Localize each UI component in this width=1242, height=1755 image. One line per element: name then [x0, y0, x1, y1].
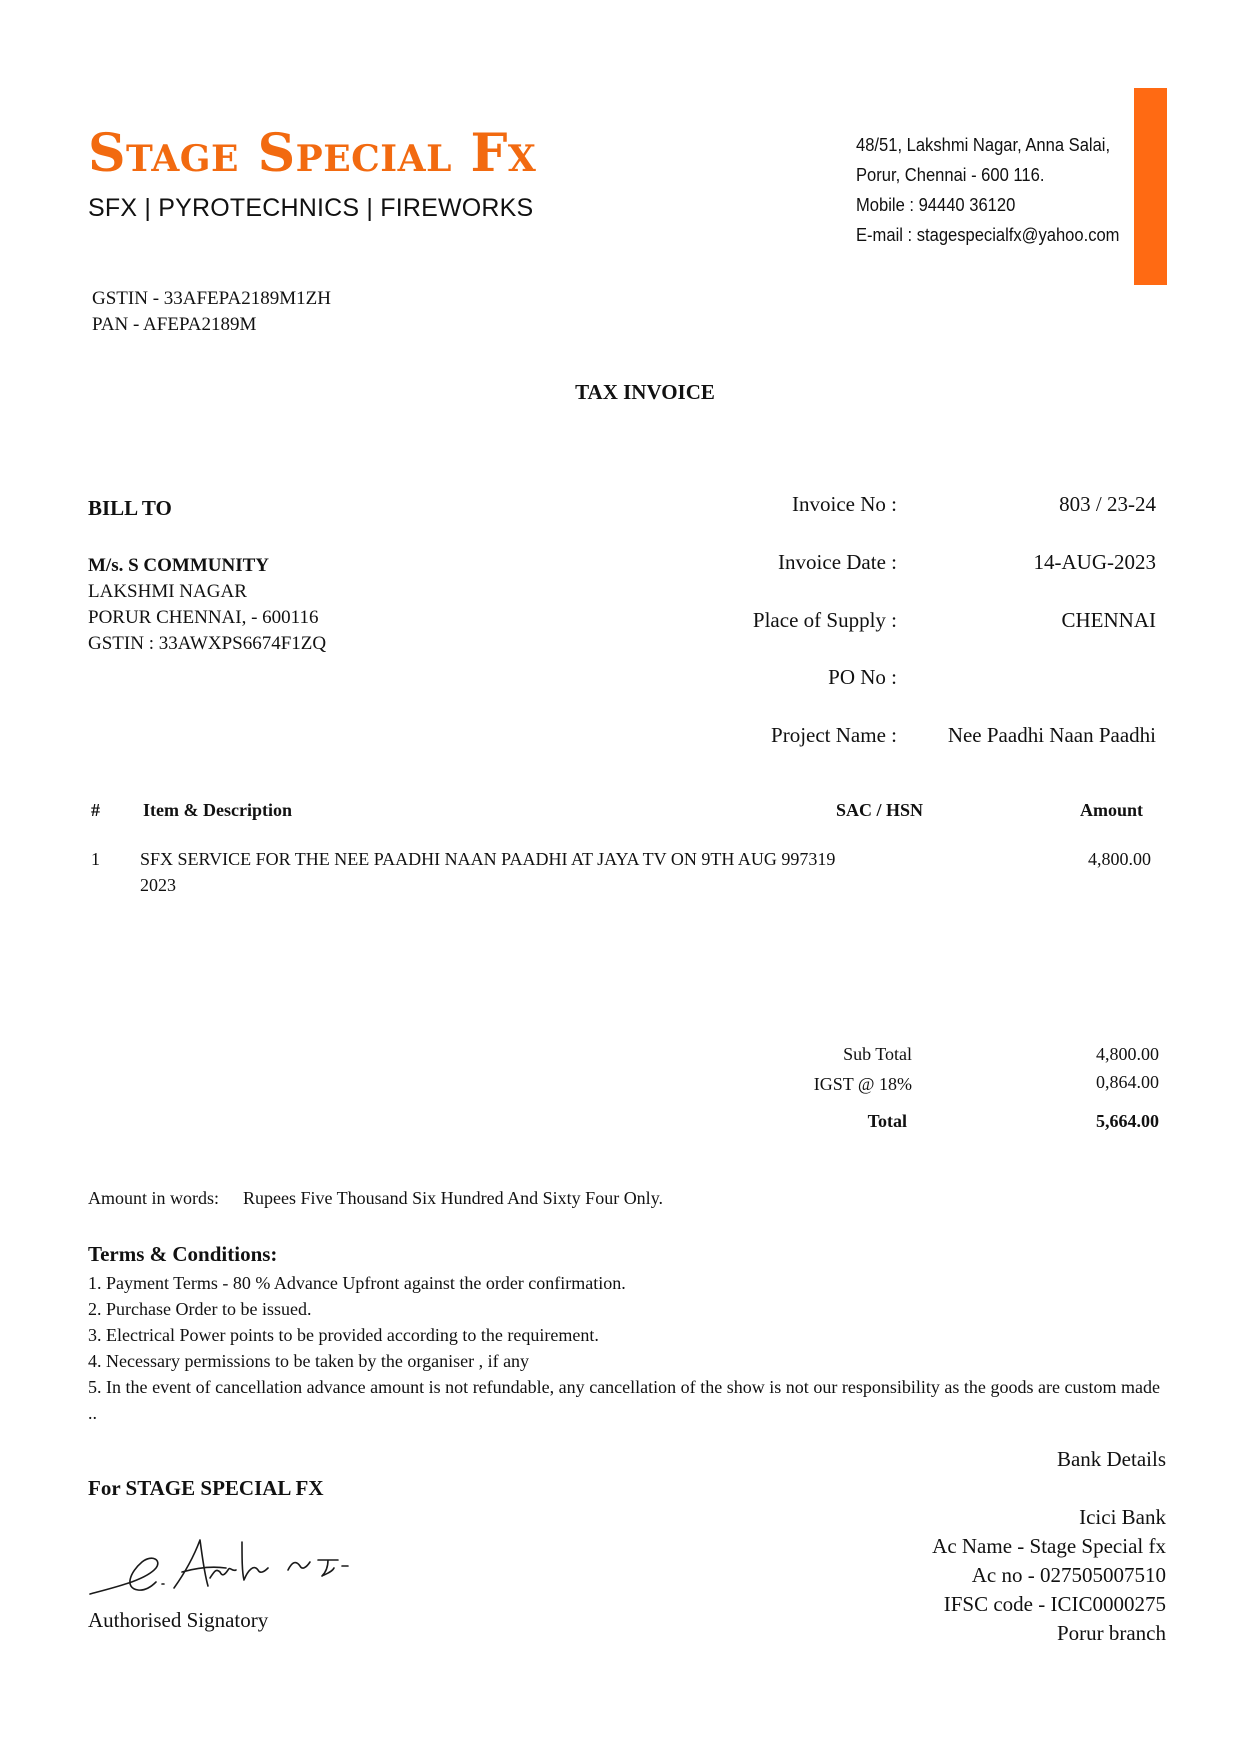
row-description-line-2: 2023: [140, 875, 176, 895]
table-header-sac: SAC / HSN: [836, 800, 924, 820]
company-mobile: Mobile : 94440 36120: [856, 195, 1016, 215]
table-header-amount: Amount: [1079, 800, 1143, 820]
table-header-item: Item & Description: [143, 800, 292, 820]
authorised-signatory-label: Authorised Signatory: [88, 1608, 269, 1632]
bank-account-number: Ac no - 027505007510: [971, 1563, 1166, 1587]
amount-in-words-label: Amount in words:: [88, 1188, 220, 1208]
address-line-1: 48/51, Lakshmi Nagar, Anna Salai,: [856, 135, 1111, 155]
bank-name: Icici Bank: [1079, 1505, 1166, 1529]
total-label: Total: [867, 1111, 907, 1131]
row-sac: 997319: [781, 849, 836, 869]
place-of-supply-value: CHENNAI: [1061, 608, 1156, 632]
company-email: E-mail : stagespecialfx@yahoo.com: [856, 225, 1120, 245]
igst-value: 0,864.00: [1096, 1072, 1159, 1092]
row-num: 1: [91, 849, 100, 869]
invoice-no-value: 803 / 23-24: [1059, 492, 1156, 516]
bill-to-gstin: GSTIN : 33AWXPS6674F1ZQ: [88, 633, 327, 654]
bill-to-name: M/s. S COMMUNITY: [88, 555, 270, 576]
address-line-2: Porur, Chennai - 600 116.: [856, 165, 1045, 185]
company-logo-name: Stage Special Fx: [88, 123, 537, 184]
project-name-value: Nee Paadhi Naan Paadhi: [947, 723, 1156, 747]
bill-to-line: PORUR CHENNAI, - 600116: [88, 607, 319, 628]
company-gstin: GSTIN - 33AFEPA2189M1ZH: [92, 288, 331, 309]
terms-heading: Terms & Conditions:: [88, 1242, 278, 1266]
company-tax-ids: [92, 286, 331, 338]
row-description: [140, 846, 835, 898]
subtotal-value: 4,800.00: [1096, 1044, 1159, 1064]
company-address-block: [856, 130, 1119, 250]
bank-details-heading: Bank Details: [1056, 1447, 1166, 1471]
bank-account-name: Ac Name - Stage Special fx: [932, 1534, 1166, 1558]
row-amount: 4,800.00: [1088, 849, 1151, 869]
total-value: 5,664.00: [1096, 1111, 1159, 1131]
company-tagline: SFX | PYROTECHNICS | FIREWORKS: [88, 194, 534, 222]
terms-item: 3. Electrical Power points to be provided according to the requirement.: [88, 1325, 599, 1345]
amount-in-words-value: Rupees Five Thousand Six Hundred And Sixty Four Only.: [243, 1188, 664, 1208]
terms-item: 5. In the event of cancellation advance amount is not refundable, any cancellation of the show is not our responsibility as the goods are custom made ..: [88, 1377, 1160, 1423]
subtotal-label: Sub Total: [843, 1044, 912, 1064]
terms-item: 1. Payment Terms - 80 % Advance Upfront against the order confirmation.: [88, 1273, 626, 1293]
invoice-date-label: Invoice Date :: [778, 550, 897, 574]
bill-to-line: LAKSHMI NAGAR: [88, 581, 247, 602]
bank-branch: Porur branch: [1056, 1621, 1166, 1645]
company-pan: PAN - AFEPA2189M: [92, 314, 257, 335]
document-title: TAX INVOICE: [575, 380, 715, 404]
decorative-orange-bar: [1134, 88, 1167, 285]
amount-in-words: [88, 1188, 663, 1209]
bill-to-heading: BILL TO: [88, 496, 172, 520]
signature-image: [86, 1532, 386, 1602]
for-company-label: For STAGE SPECIAL FX: [88, 1476, 324, 1500]
igst-label: IGST @ 18%: [813, 1074, 912, 1094]
terms-item: 4. Necessary permissions to be taken by the organiser , if any: [88, 1351, 530, 1371]
place-of-supply-label: Place of Supply :: [752, 608, 897, 632]
bank-details-block: [932, 1503, 1166, 1648]
invoice-date-value: 14-AUG-2023: [1033, 550, 1156, 574]
terms-list: [88, 1270, 1160, 1426]
po-no-label: PO No :: [828, 665, 897, 689]
bank-ifsc: IFSC code - ICIC0000275: [943, 1592, 1166, 1616]
row-description-line-1: SFX SERVICE FOR THE NEE PAADHI NAAN PAADHI AT JAYA TV ON 9TH AUG: [140, 849, 777, 869]
invoice-no-label: Invoice No :: [792, 492, 897, 516]
project-name-label: Project Name :: [771, 723, 897, 747]
terms-item: 2. Purchase Order to be issued.: [88, 1299, 312, 1319]
bill-to-block: [88, 553, 326, 657]
table-header-num: #: [91, 800, 100, 820]
